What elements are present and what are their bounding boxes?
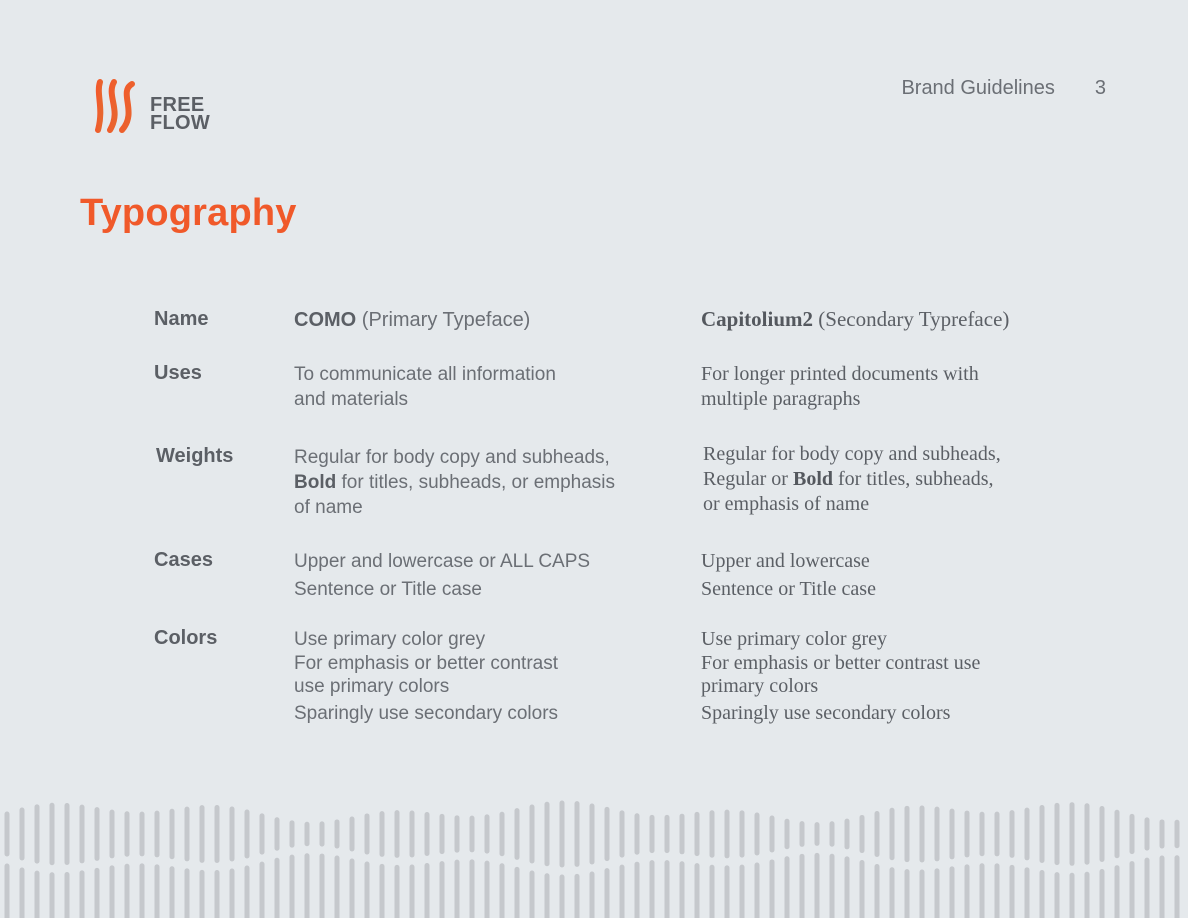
logo-text-line2: FLOW [150,112,211,134]
secondary-weights-line2 [703,467,1103,492]
secondary-uses-line2: multiple paragraphs [701,388,861,410]
secondary-cases [701,549,1101,602]
primary-cases [294,549,684,602]
primary-uses-line2: and materials [294,389,409,410]
primary-weights-line1: Regular for body copy and subheads, [294,447,610,468]
secondary-typeface-name [701,307,1101,332]
section-title: Brand Guidelines [901,77,1055,99]
primary-cases-line1: Upper and lowercase or ALL CAPS [294,551,591,572]
secondary-weights-line2-start: Regular or [703,468,793,490]
primary-uses-line1: To communicate all information [294,364,556,385]
primary-weights-bold: Bold [294,472,337,493]
primary-cases-line2: Sentence or Title case [294,579,482,600]
secondary-weights-line1: Regular for body copy and subheads, [703,443,1001,465]
primary-typeface-bold: COMO [294,309,357,331]
secondary-cases-line1: Upper and lowercase [701,550,870,572]
row-label-weights: Weights [156,445,234,467]
logo-wordmark [150,96,210,132]
secondary-weights-line3: or emphasis of name [703,493,870,515]
primary-colors-line4: Sparingly use secondary colors [294,703,559,724]
secondary-uses-line1: For longer printed documents with [701,363,979,385]
secondary-weights [703,442,1103,517]
secondary-colors [701,627,1101,726]
secondary-colors-line4: Sparingly use secondary colors [701,702,951,724]
secondary-typeface-rest: (Secondary Typreface) [818,307,1010,331]
primary-colors-line2: For emphasis or better contrast [294,653,558,674]
secondary-colors-line2: For emphasis or better contrast use [701,652,981,674]
row-label-uses: Uses [154,362,202,384]
decorative-wave-pattern [0,790,1188,918]
secondary-typeface-bold: Capitolium2 [701,307,814,331]
logo-text-line1: FREE [150,94,205,116]
primary-colors-line3: use primary colors [294,676,450,697]
page-number: 3 [1094,77,1106,99]
secondary-colors-line3: primary colors [701,675,819,697]
primary-typeface-rest: (Primary Typeface) [361,309,531,331]
primary-weights-line3: of name [294,497,363,518]
page-title: Typography [80,192,297,234]
page-header [901,77,1106,100]
secondary-weights-line2-rest: for titles, subheads, [833,468,994,490]
primary-weights-line2-rest: for titles, subheads, or emphasis [336,472,616,493]
secondary-colors-line1: Use primary color grey [701,628,888,650]
primary-uses [294,362,684,412]
row-label-name: Name [154,308,209,330]
row-label-cases: Cases [154,549,213,571]
primary-typeface-name [294,308,684,333]
primary-colors [294,627,684,726]
wave-stripes-icon [84,78,150,134]
secondary-cases-line2: Sentence or Title case [701,578,876,600]
secondary-uses [701,362,1101,412]
secondary-weights-bold: Bold [792,468,834,490]
primary-colors-line1: Use primary color grey [294,629,486,650]
brand-logo [84,78,216,134]
row-label-colors: Colors [154,627,218,649]
primary-weights-line2 [294,470,684,495]
primary-weights [294,445,684,520]
